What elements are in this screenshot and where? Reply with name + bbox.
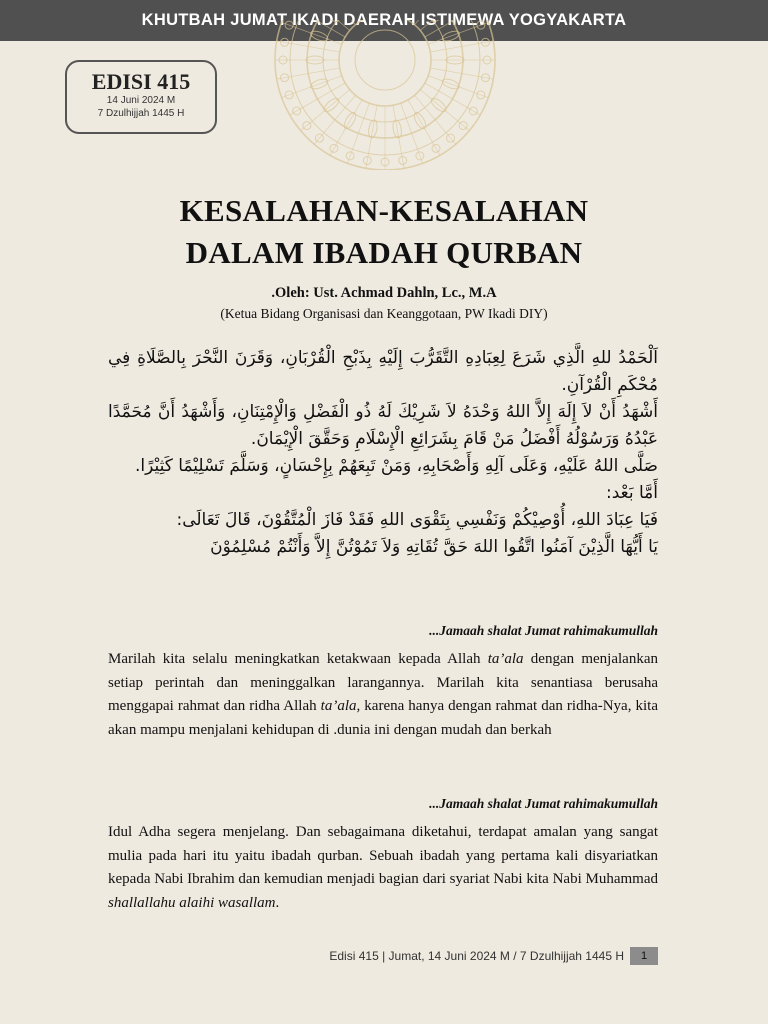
edition-box xyxy=(65,60,217,134)
paragraph-2: Idul Adha segera menjelang. Dan sebagaimana diketahui, terdapat amalan yang sangat mulia pada hari itu yaitu ibadah qurban. Sebuah ibadah yang pertama kali disyariatkan kepada Nabi Ibrahim dan kemudian menjadi bagian dari syariat Nabi kita Nabi Muhammad shallallahu alaihi wasallam. xyxy=(108,824,658,911)
arabic-line: اَلْحَمْدُ للهِ الَّذِي شَرَعَ لِعِبَادِهِ التَّقَرُّبَ إِلَيْهِ بِذَبْحِ الْقُرْبَانِ، وَقَرَنَ النَّحْرَ بِالصَّلَاةِ فِي مُحْكَمِ الْقُرْآنِ. xyxy=(108,348,658,395)
edition-number: EDISI 415 xyxy=(91,69,191,94)
header-title: KHUTBAH JUMAT IKADI DAERAH ISTIMEWA YOGYAKARTA xyxy=(141,11,627,29)
footer-text: Edisi 415 | Jumat, 14 Juni 2024 M / 7 Dzulhijjah 1445 H xyxy=(329,949,624,963)
arabic-line: فَيَا عِبَادَ اللهِ، أُوْصِيْكُمْ وَنَفْسِي بِتَقْوَى اللهِ فَقَدْ فَازَ الْمُتَّقُوْنَ، قَالَ تَعَالَى: xyxy=(176,510,658,530)
arabic-line: يَا أَيُّهَا الَّذِيْنَ آمَنُوا اتَّقُوا اللهَ حَقَّ تُقَاتِهِ وَلاَ تَمُوْتُنَّ إِلاَّ وَأَنْتُمْ مُسْلِمُوْنَ xyxy=(210,537,658,557)
salutation-2: ...Jamaah shalat Jumat rahimakumullah xyxy=(429,796,658,811)
paragraph-1: Marilah kita selalu meningkatkan ketakwaan kepada Allah ta’ala dengan menjalankan setiap perintah dan meninggalkan larangannya. Marilah kita senantiasa berusaha menggapai rahmat dan ridha Allah ta’ala, karena hanya dengan rahmat dan ridha-Nya, kita akan mampu menjalani kehidupan di .dunia ini dengan mudah dan berkah xyxy=(108,651,659,738)
arabic-line: أَشْهَدُ أَنْ لاَ إِلَهَ إِلاَّ اللهُ وَحْدَهُ لاَ شَرِيْكَ لَهُ ذُو الْفَضْلِ وَالْإِمْتِنَانِ، وَأَشْهَدُ أَنَّ مُحَمَّدًا عَبْدُهُ وَرَسُوْلُهُ أَفْضَلُ مَنْ قَامَ بِشَرَائِعِ الْإِسْلَامِ وَحَقَّقَ الْإِيْمَانَ. xyxy=(108,402,658,449)
arabic-line: أَمَّا بَعْد: xyxy=(606,483,658,503)
page-title xyxy=(0,190,768,274)
arabic-line: صَلَّى اللهُ عَلَيْهِ، وَعَلَى آلِهِ وَأَصْحَابِهِ، وَمَنْ تَبِعَهُمْ بِإِحْسَانٍ، وَسَلَّمَ تَسْلِيْمًا كَثِيْرًا. xyxy=(135,456,658,476)
mandala-ornament xyxy=(240,20,530,170)
author-name: .Oleh: Ust. Achmad Dahln, Lc., M.A xyxy=(271,285,497,301)
author-role: (Ketua Bidang Organisasi dan Keanggotaan, PW Ikadi DIY) xyxy=(220,306,548,321)
edition-date-hijri: 7 Dzulhijjah 1445 H xyxy=(97,108,185,119)
title-line-1: KESALAHAN-KESALAHAN xyxy=(179,193,589,228)
arabic-opening xyxy=(108,345,658,561)
salutation-1: ...Jamaah shalat Jumat rahimakumullah xyxy=(429,623,658,638)
title-line-2: DALAM IBADAH QURBAN xyxy=(185,235,583,270)
edition-date-masehi: 14 Juni 2024 M xyxy=(106,95,176,106)
page-number: 1 xyxy=(630,947,658,965)
